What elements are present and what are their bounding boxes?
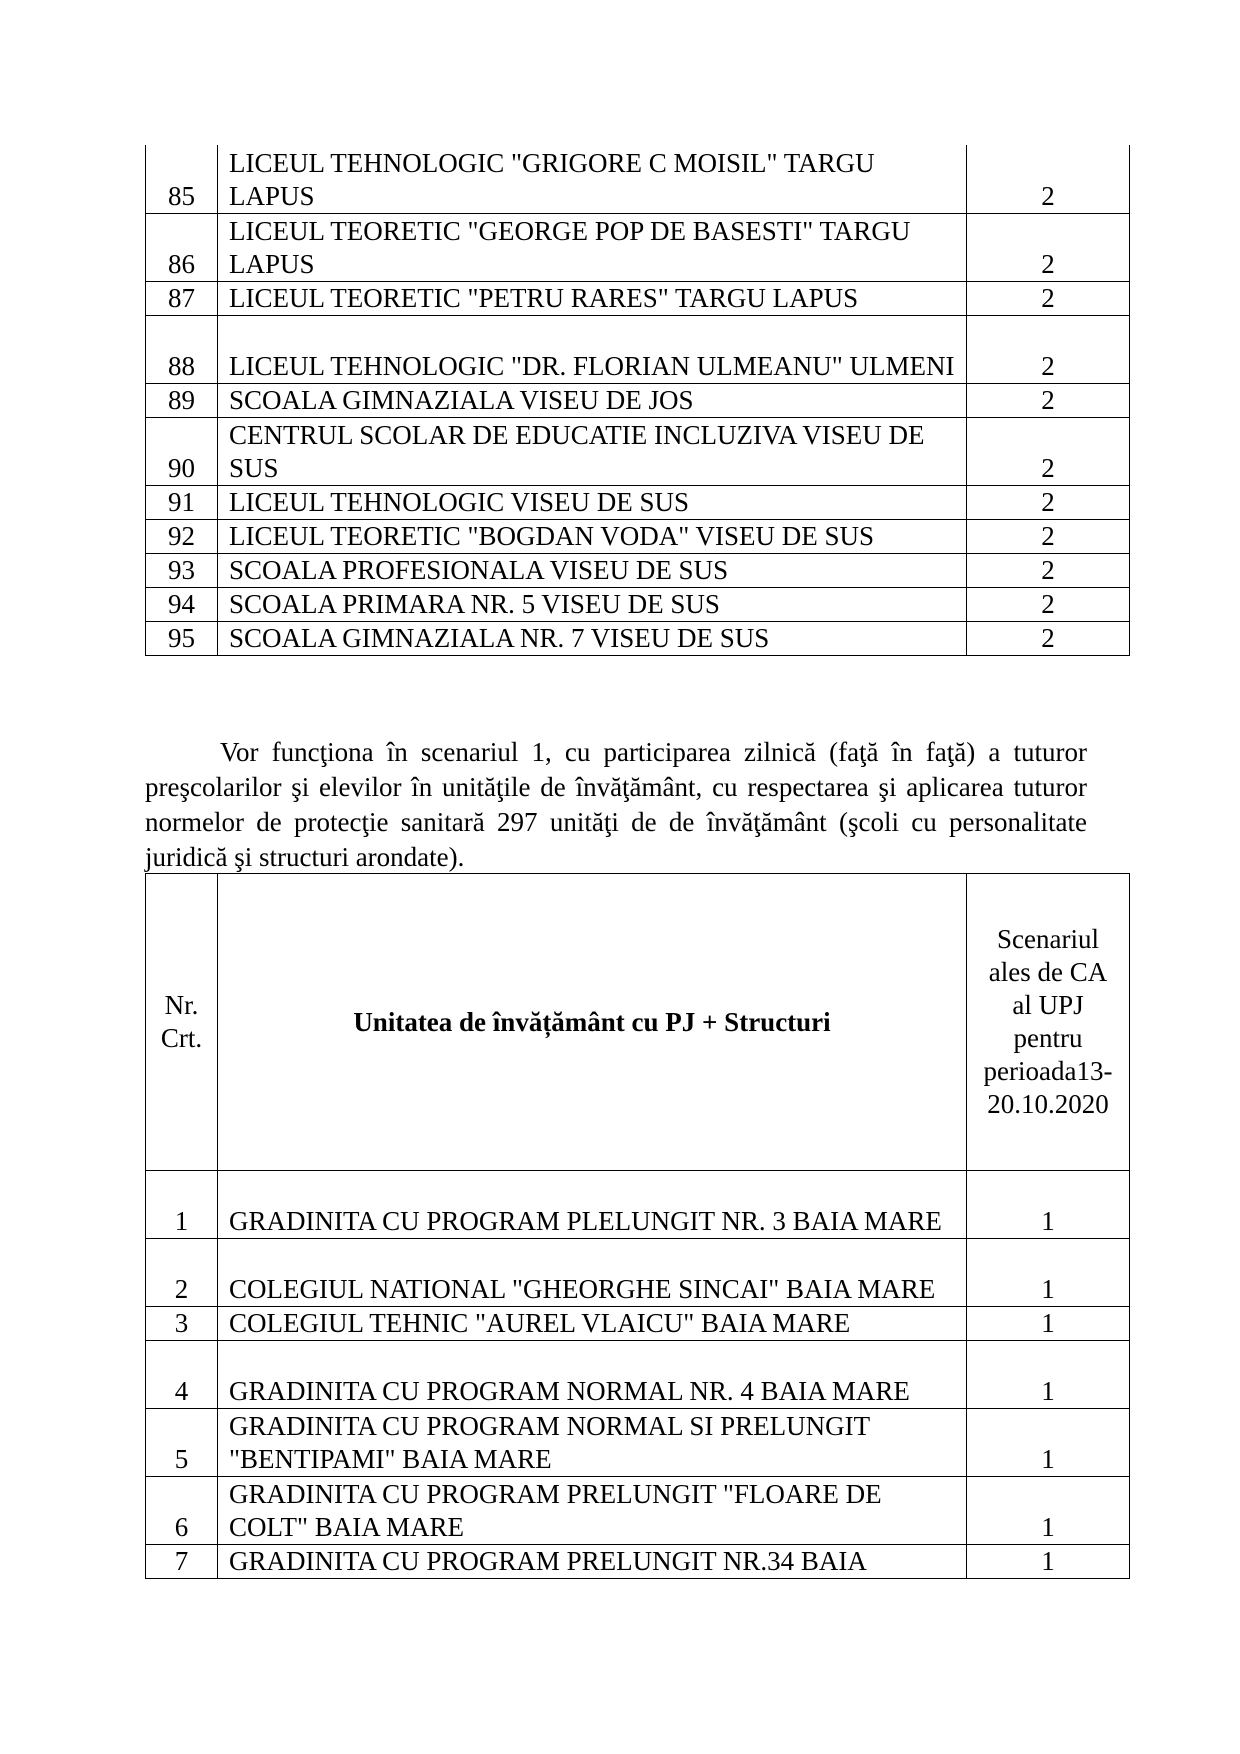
scenario-paragraph: Vor funcţiona în scenariul 1, cu participarea zilnică (faţă în faţă) a tuturor preşcolarilor şi elevilor în unităţile de învăţământ, cu respectarea şi aplicarea tuturor normelor de protecţie sanitară 297 unităţi de de învăţământ (şcoli cu personalitate juridică şi structuri arondate).	[145, 737, 1087, 872]
table-row	[146, 417, 1130, 485]
scenario-value: 2	[967, 553, 1130, 587]
school-name: SCOALA GIMNAZIALA NR. 7 VISEU DE SUS	[218, 621, 967, 655]
row-number: 2	[146, 1239, 218, 1307]
table-row	[146, 383, 1130, 417]
table-row	[146, 587, 1130, 621]
row-number: 7	[146, 1545, 218, 1579]
row-number: 5	[146, 1409, 218, 1477]
school-name: LICEUL TEHNOLOGIC VISEU DE SUS	[218, 485, 967, 519]
school-name: COLEGIUL TEHNIC "AUREL VLAICU" BAIA MARE	[218, 1307, 967, 1341]
table-row	[146, 1171, 1130, 1239]
row-number: 91	[146, 485, 218, 519]
header-scenario-line: pentru	[1013, 1023, 1083, 1053]
table-row	[146, 1545, 1130, 1579]
scenario-value: 2	[967, 519, 1130, 553]
school-name: CENTRUL SCOLAR DE EDUCATIE INCLUZIVA VISEU DE SUS	[218, 417, 967, 485]
header-scenario-line: perioada13-	[983, 1056, 1113, 1086]
table-row	[146, 213, 1130, 281]
table-row	[146, 1307, 1130, 1341]
row-number: 85	[146, 145, 218, 213]
table-row	[146, 519, 1130, 553]
schools-table-scenario-1	[145, 873, 1130, 1579]
table-row	[146, 315, 1130, 383]
row-number: 88	[146, 315, 218, 383]
scenario-value: 1	[967, 1477, 1130, 1545]
school-name: LICEUL TEORETIC "PETRU RARES" TARGU LAPUS	[218, 281, 967, 315]
row-number: 92	[146, 519, 218, 553]
row-number: 90	[146, 417, 218, 485]
header-scenario-line: Scenariul	[997, 924, 1099, 954]
school-name: GRADINITA CU PROGRAM PRELUNGIT NR.34 BAIA	[218, 1545, 967, 1579]
scenario-value: 2	[967, 417, 1130, 485]
school-name: SCOALA PRIMARA NR. 5 VISEU DE SUS	[218, 587, 967, 621]
row-number: 6	[146, 1477, 218, 1545]
table-row	[146, 485, 1130, 519]
school-name: GRADINITA CU PROGRAM PRELUNGIT "FLOARE DE COLT" BAIA MARE	[218, 1477, 967, 1545]
row-number: 93	[146, 553, 218, 587]
table-row	[146, 1477, 1130, 1545]
scenario-value: 1	[967, 1171, 1130, 1239]
school-name: SCOALA GIMNAZIALA VISEU DE JOS	[218, 383, 967, 417]
school-name: SCOALA PROFESIONALA VISEU DE SUS	[218, 553, 967, 587]
school-name: GRADINITA CU PROGRAM PLELUNGIT NR. 3 BAIA MARE	[218, 1171, 967, 1239]
scenario-value: 2	[967, 213, 1130, 281]
header-scenario-line: 20.10.2020	[987, 1089, 1109, 1119]
scenario-value: 1	[967, 1239, 1130, 1307]
schools-table-continued	[145, 145, 1130, 656]
school-name: LICEUL TEORETIC "GEORGE POP DE BASESTI" TARGU LAPUS	[218, 213, 967, 281]
row-number: 94	[146, 587, 218, 621]
header-scenario-line: ales de CA	[988, 957, 1108, 987]
header-crt-line: Crt.	[160, 1023, 203, 1053]
scenario-value: 1	[967, 1341, 1130, 1409]
scenario-value: 2	[967, 315, 1130, 383]
row-number: 95	[146, 621, 218, 655]
header-unit: Unitatea de învățământ cu PJ + Structuri	[218, 874, 967, 1171]
header-nr-line: Nr.	[164, 990, 199, 1020]
scenario-value: 1	[967, 1307, 1130, 1341]
header-nr-crt	[146, 874, 218, 1171]
scenario-value: 1	[967, 1545, 1130, 1579]
school-name: GRADINITA CU PROGRAM NORMAL NR. 4 BAIA MARE	[218, 1341, 967, 1409]
scenario-value: 1	[967, 1409, 1130, 1477]
header-scenario	[967, 874, 1130, 1171]
school-name: LICEUL TEHNOLOGIC "DR. FLORIAN ULMEANU" ULMENI	[218, 315, 967, 383]
row-number: 3	[146, 1307, 218, 1341]
school-name: LICEUL TEHNOLOGIC "GRIGORE C MOISIL" TARGU LAPUS	[218, 145, 967, 213]
table-row	[146, 145, 1130, 213]
school-name: LICEUL TEORETIC "BOGDAN VODA" VISEU DE SUS	[218, 519, 967, 553]
scenario-value: 2	[967, 485, 1130, 519]
row-number: 4	[146, 1341, 218, 1409]
school-name: GRADINITA CU PROGRAM NORMAL SI PRELUNGIT "BENTIPAMI" BAIA MARE	[218, 1409, 967, 1477]
header-scenario-line: al UPJ	[1012, 990, 1084, 1020]
row-number: 86	[146, 213, 218, 281]
scenario-value: 2	[967, 383, 1130, 417]
scenario-value: 2	[967, 587, 1130, 621]
scenario-value: 2	[967, 145, 1130, 213]
table-row	[146, 621, 1130, 655]
table-header-row	[146, 874, 1130, 1171]
table-row	[146, 281, 1130, 315]
school-name: COLEGIUL NATIONAL "GHEORGHE SINCAI" BAIA MARE	[218, 1239, 967, 1307]
row-number: 89	[146, 383, 218, 417]
table-row	[146, 1341, 1130, 1409]
scenario-value: 2	[967, 281, 1130, 315]
row-number: 1	[146, 1171, 218, 1239]
row-number: 87	[146, 281, 218, 315]
table-row	[146, 1239, 1130, 1307]
scenario-value: 2	[967, 621, 1130, 655]
table-row	[146, 1409, 1130, 1477]
table-row	[146, 553, 1130, 587]
